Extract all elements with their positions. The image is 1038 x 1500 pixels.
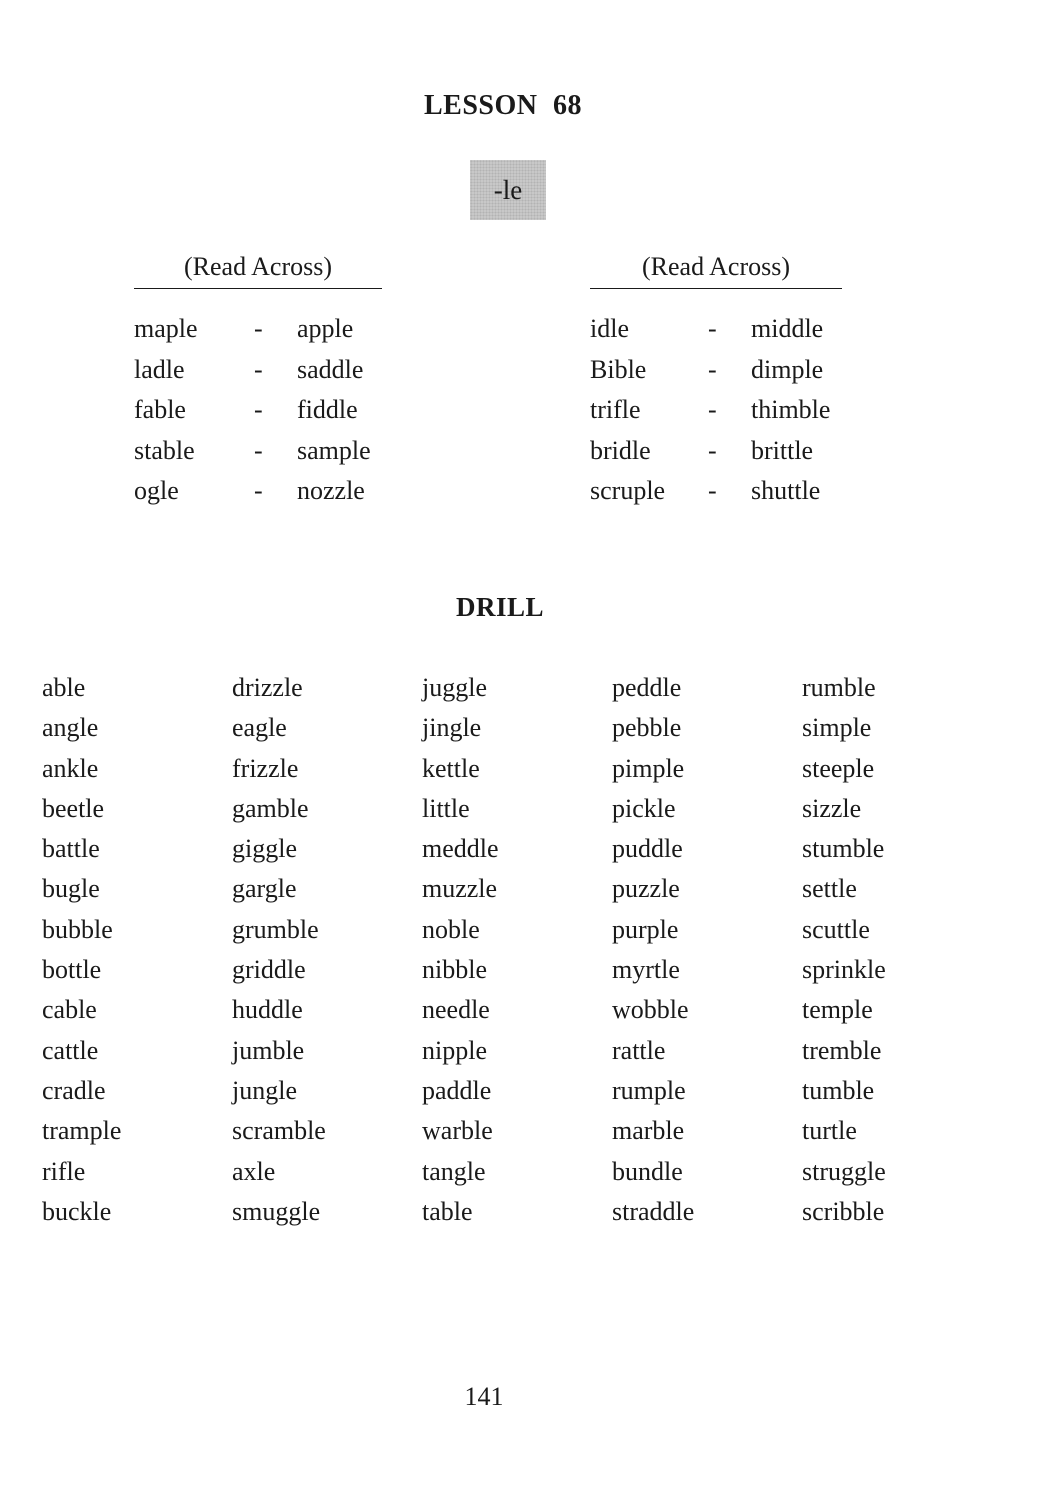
drill-word: smuggle (232, 1196, 321, 1226)
word-a: Bible (590, 354, 647, 384)
pair-dash: - (254, 314, 263, 343)
drill-word: stumble (802, 834, 885, 864)
word-a: ogle (134, 476, 179, 505)
drill-word: frizzle (232, 753, 299, 783)
drill-word: eagle (232, 713, 287, 743)
drill-word: grumble (232, 914, 319, 944)
drill-word: battle (42, 834, 100, 864)
word-pair-row (590, 390, 861, 431)
drill-word: gamble (232, 793, 309, 823)
read-across-header: (Read Across) (134, 252, 382, 289)
word-pair-row (134, 471, 407, 512)
word-pair-list (590, 309, 861, 512)
word-b: dimple (751, 354, 824, 384)
drill-word: wobble (612, 995, 689, 1025)
word-a: ladle (134, 354, 185, 384)
drill-word: tremble (802, 1035, 882, 1065)
pair-dash: - (254, 476, 263, 505)
drill-word: scuttle (802, 914, 870, 944)
drill-column (42, 668, 232, 1232)
drill-word: trample (42, 1116, 122, 1146)
word-pair-row (134, 350, 407, 391)
drill-word: turtle (802, 1116, 857, 1146)
word-a: trifle (590, 395, 641, 424)
pair-dash: - (254, 354, 263, 384)
pair-dash: - (708, 476, 717, 505)
drill-word: scribble (802, 1196, 885, 1226)
drill-word: gargle (232, 874, 297, 904)
word-pair-row (134, 309, 407, 350)
drill-word: ankle (42, 753, 99, 783)
drill-word: huddle (232, 995, 303, 1025)
drill-word: puddle (612, 834, 683, 864)
word-b: shuttle (751, 476, 821, 505)
drill-word: kettle (422, 753, 480, 783)
word-a: stable (134, 435, 195, 465)
read-across-right (590, 252, 861, 512)
word-a: scruple (590, 476, 666, 505)
word-pair-row (590, 431, 861, 472)
drill-word: tumble (802, 1075, 875, 1105)
drill-column (422, 668, 612, 1232)
drill-word: nibble (422, 955, 487, 985)
drill-word: settle (802, 874, 857, 904)
pattern-highlight (470, 160, 546, 220)
drill-word: puzzle (612, 874, 680, 904)
drill-word: steeple (802, 753, 875, 783)
word-b: brittle (751, 435, 814, 465)
drill-word: marble (612, 1116, 685, 1146)
drill-word: noble (422, 914, 480, 944)
read-across-left (134, 252, 407, 512)
drill-word: warble (422, 1116, 493, 1146)
drill-word: juggle (422, 673, 487, 702)
drill-word: cattle (42, 1035, 99, 1065)
drill-word: struggle (802, 1156, 886, 1186)
word-b: middle (751, 314, 824, 343)
word-pair-row (590, 350, 861, 391)
page-number: 141 (464, 1382, 504, 1411)
drill-word: peddle (612, 673, 682, 702)
read-across-header: (Read Across) (590, 252, 842, 289)
drill-word: angle (42, 713, 99, 743)
word-b: thimble (751, 395, 831, 424)
drill-word: rattle (612, 1035, 666, 1065)
drill-column (802, 668, 992, 1232)
word-b: nozzle (297, 476, 365, 505)
drill-word: jungle (232, 1075, 297, 1105)
drill-word: nipple (422, 1035, 487, 1065)
drill-word: needle (422, 995, 490, 1025)
word-a: maple (134, 314, 198, 343)
drill-word: muzzle (422, 874, 498, 904)
drill-word: bugle (42, 874, 100, 904)
word-pair-row (134, 390, 407, 431)
drill-word: myrtle (612, 955, 680, 985)
drill-word: cradle (42, 1075, 106, 1105)
drill-word: bundle (612, 1156, 683, 1186)
pattern-label: -le (493, 174, 523, 205)
word-pair-row (590, 471, 861, 512)
word-b: apple (297, 314, 354, 343)
drill-word: tangle (422, 1156, 486, 1186)
drill-word: rumble (802, 673, 876, 702)
drill-word: cable (42, 995, 97, 1025)
drill-word: rifle (42, 1156, 86, 1186)
word-pair-row (134, 431, 407, 472)
word-b: fiddle (297, 395, 358, 424)
drill-word: axle (232, 1156, 276, 1186)
drill-word: little (422, 793, 470, 823)
pair-dash: - (708, 435, 717, 465)
drill-word-grid (42, 668, 992, 1232)
pair-dash: - (708, 354, 717, 384)
drill-word: bottle (42, 955, 102, 985)
drill-word: drizzle (232, 673, 303, 702)
drill-word: sizzle (802, 793, 862, 823)
drill-word: jumble (232, 1035, 305, 1065)
drill-word: rumple (612, 1075, 686, 1105)
drill-word: pickle (612, 793, 676, 823)
word-pair-row (590, 309, 861, 350)
pair-dash: - (254, 395, 263, 424)
drill-column (232, 668, 422, 1232)
word-a: fable (134, 395, 186, 424)
drill-word: able (42, 673, 86, 702)
drill-word: bubble (42, 914, 113, 944)
drill-word: simple (802, 713, 872, 743)
word-b: sample (297, 435, 371, 465)
drill-word: purple (612, 914, 679, 944)
drill-word: paddle (422, 1075, 492, 1105)
word-a: bridle (590, 435, 651, 465)
drill-column (612, 668, 802, 1232)
drill-word: pimple (612, 753, 685, 783)
drill-word: temple (802, 995, 873, 1025)
drill-word: scramble (232, 1116, 326, 1146)
word-a: idle (590, 314, 629, 343)
drill-word: griddle (232, 955, 306, 985)
drill-word: jingle (422, 713, 482, 743)
lesson-title: LESSON 68 (424, 90, 582, 121)
pair-dash: - (708, 395, 717, 424)
drill-word: sprinkle (802, 955, 886, 985)
drill-word: table (422, 1196, 473, 1226)
drill-word: buckle (42, 1196, 112, 1226)
word-b: saddle (297, 354, 364, 384)
drill-title: DRILL (455, 592, 545, 622)
drill-word: giggle (232, 834, 297, 864)
pair-dash: - (254, 435, 263, 465)
drill-word: beetle (42, 793, 105, 823)
drill-word: meddle (422, 834, 499, 864)
drill-word: straddle (612, 1196, 695, 1226)
pair-dash: - (708, 314, 717, 343)
drill-word: pebble (612, 713, 682, 743)
word-pair-list (134, 309, 407, 512)
